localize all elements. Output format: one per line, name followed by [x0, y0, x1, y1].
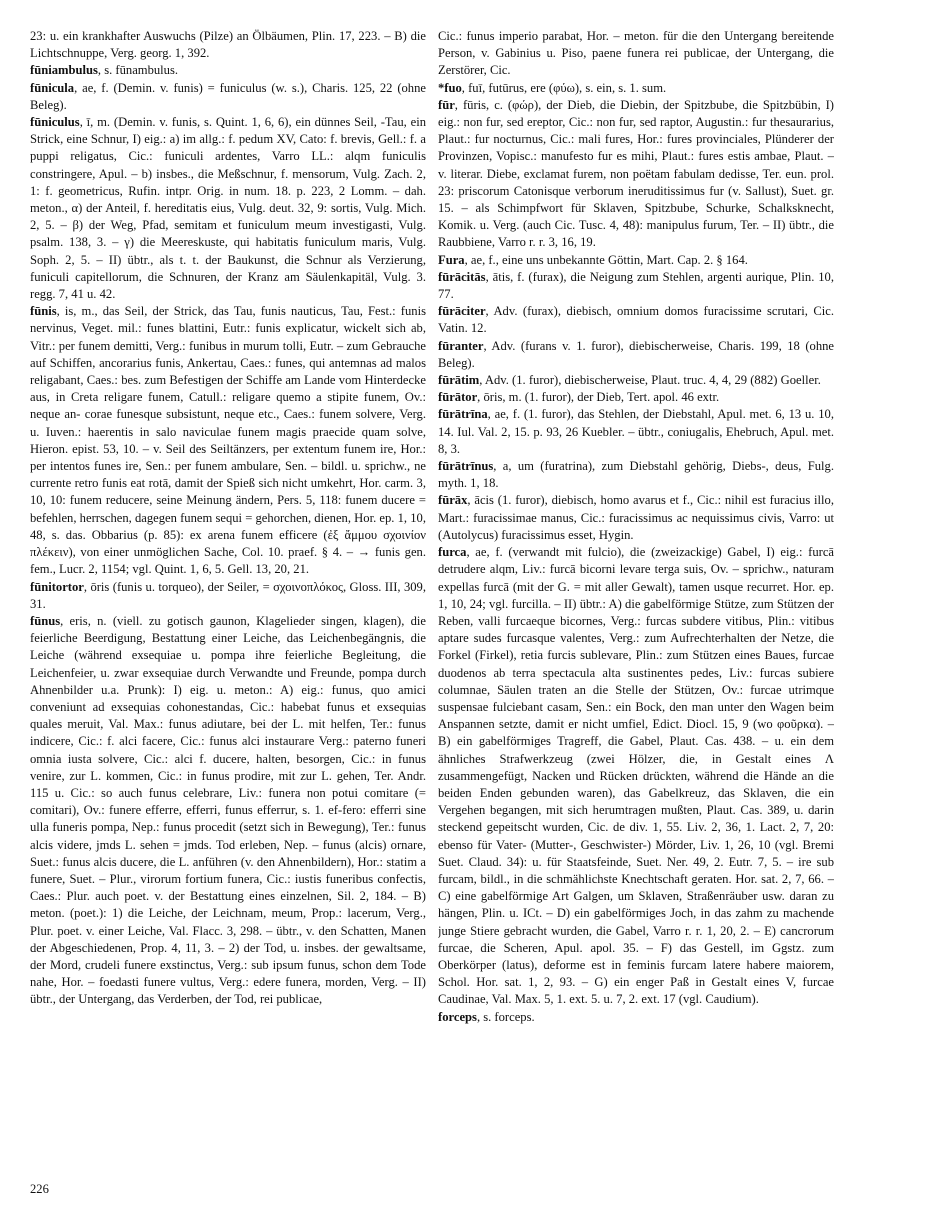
entry-text: , ācis (1. furor), diebisch, homo avarus et f., Cic.: nihil est furacius illo, Mart.: furacissimae manus, Cic.: furacissimus ac nequissimus civis, Varro: ut (Autolycus) furacissimus esset, Hygin. — [438, 493, 834, 542]
page-number: 226 — [30, 1182, 49, 1196]
entry-headword: fūnicula — [30, 80, 75, 95]
entry-headword: fūnis — [30, 304, 57, 319]
entry-headword: fūnitortor — [30, 579, 84, 594]
entry-text: , ōris (funis u. torqueo), der Seiler, = σχοινοπλόκος, Gloss. III, 309, 31. — [30, 579, 426, 611]
left-column — [30, 28, 426, 1198]
entry-text: , Adv. (furans v. 1. furor), diebischerweise, Charis. 199, 18 (ohne Beleg). — [438, 338, 834, 370]
dictionary-entry — [438, 492, 834, 544]
entry-headword: fūr — [438, 97, 455, 112]
entry-text: Cic.: funus imperio parabat, Hor. – meton. für die den Untergang bereitende Person, v. Gabinius u. Piso, paene funera rei publicae, der Untergang, die Zerstörer, Cic. — [438, 29, 834, 78]
dictionary-entry — [438, 80, 834, 97]
entry-text: , a, um (furatrina), zum Diebstahl gehörig, Diebs-, deus, Fulg. myth. 1, 18. — [438, 459, 834, 491]
dictionary-entry — [438, 269, 834, 303]
dictionary-entry — [30, 114, 426, 303]
dictionary-entry — [30, 613, 426, 1009]
entry-text: , Adv. (furax), diebisch, omnium domos furacissime scrutari, Cic. Vatin. 12. — [438, 304, 834, 336]
entry-text: , s. forceps. — [476, 1009, 535, 1024]
entry-text: , fūris, c. (φώρ), der Dieb, die Diebin, der Spitzbube, die Spitzbübin, I) eig.: non fur, sed ereptor, Cic.: non fur, sed raptor, Augustin.: fur thesaurarius, Plaut.: fur nocturnus, Cic.: mali fures, Hor.: fures provinciales, Plünderer der Provinzen, Vopisc.: manufesto fur es mihi, Plaut.: fures estis ambae, Plaut. – v. literar. Diebe, exclamat furem, non poëtam fabulam dedisse, Ter. eun. prol. 23: priscorum Catonisque verborum ineruditissimus fur (v. Sallust), Suet. gr. 15. – als Schimpfwort für Sklaven, Spitzbube, Schurke, Schalksknecht, Komik. u. Verg. (auch Cic. Tusc. 4, 48): manipulus furum, Ter. – II) übtr., die Raubbiene, Varro r. r. 3, 16, 19. — [438, 97, 834, 250]
entry-text: , ae, f., eine uns unbekannte Göttin, Mart. Cap. 2. § 164. — [464, 252, 748, 267]
entry-headword: *fuo — [438, 80, 462, 95]
entry-headword: fūrāciter — [438, 304, 486, 319]
dictionary-entry — [30, 579, 426, 613]
entry-headword: fūnus — [30, 613, 61, 628]
entry-text: , s. fūnambulus. — [97, 63, 179, 78]
dictionary-entry — [438, 458, 834, 492]
dictionary-entry — [30, 80, 426, 114]
dictionary-entry — [438, 338, 834, 372]
entry-text: , eris, n. (viell. zu gotisch gaunon, Klagelieder singen, klagen), die feierliche Beerdigung, Bestattung einer Leiche, das Leichenbegängnis, die Leiche (während exsequiae u. pompa ihre feierliche Begleitung, die Leichenfeier, u. zwar exsequiae durch Verwandte und Freunde, pompa durch Ahnenbilder u.a. Prunk): I) eig. u. meton.: A) eig.: funus, quo amici conveniunt ad exsequias cohonestandas, Cic.: habebat funus et exsequias quales meruit, Val. Max.: funus adiutare, bei der L. mit helfen, Ter.: funus indicere, Cic.: f. alci facere, Cic.: funus alci instaurare Verg.: paterno funeri omnia iusta solvere, Cic.: alci f. ducere, halten, besorgen, Cic.: in funus venire, zur L. kommen, Cic.: in funus prodire, mit zur L. gehen, Ter. Andr. 115 u. Cic.: so auch funus celebrare, Liv.: funera non potui comitare (= comitari), Ov.: funere efferre, efferri, funus efferrur, s. 1. ef-fero: efferri sine ulla funeris pompa, Nep.: funus procedit (setzt sich in Bewegung), Ter.: funus alcis videre, jmds L. sehen = jmds. Tod erleben, Nep. – funus (alcis) ornare, Suet.: funus alcis ducere, die L. anführen (v. den Ahnenbildern), Hor.: statim a funere, Suet. – Plur., virorum fortium funera, Cic.: iustis funeribus confectis, Caes.: Plur. auch poet. v. der Bestattung eines einzelnen, Sil. 2, 184. – B) meton. (poet.): 1) die Leiche, der Leichnam, meum, Prop.: lacerum, Verg., Plur. poet. v. einer Leiche, Val. Flacc. 3, 298. – übtr., v. den Schatten, Manen der Abgeschiedenen, Prop. 4, 11, 3. – 2) der Tod, u. insbes. der gewaltsame, der Mord, crudeli funere exstinctus, Verg.: sub ipsum funus, schon dem Tode nahe, Hor. – foedasti funere vultus, Verg.: edere funera, morden, Verg. – II) übtr., der Untergang, das Verderben, der Tod, rei publicae, — [30, 613, 426, 1007]
entry-headword: fūrātrīnus — [438, 459, 494, 474]
entry-headword: fūniculus — [30, 115, 80, 130]
entry-text: 23: u. ein krankhafter Auswuchs (Pilze) an Ölbäumen, Plin. 17, 223. – B) die Lichtschnuppe, Verg. georg. 1, 392. — [30, 29, 426, 61]
entry-headword: fūranter — [438, 338, 484, 353]
entry-text: , ōris, m. (1. furor), der Dieb, Tert. apol. 46 extr. — [477, 390, 720, 405]
entry-text: , fuī, futūrus, ere (φύω), s. ein, s. 1. sum. — [461, 80, 667, 95]
dictionary-entry — [438, 252, 834, 269]
dictionary-entry — [438, 97, 834, 252]
entry-headword: furca — [438, 545, 467, 560]
entry-headword: fūniambulus — [30, 63, 98, 78]
dictionary-entry — [30, 303, 426, 578]
entry-headword: forceps — [438, 1009, 477, 1024]
entry-text: , ae, f. (Demin. v. funis) = funiculus (w. s.), Charis. 125, 22 (ohne Beleg). — [30, 80, 426, 112]
entry-text: , ī, m. (Demin. v. funis, s. Quint. 1, 6, 6), ein dünnes Seil, -Tau, ein Strick, eine Schnur, I) eig.: a) im allg.: f. pedum XV, Cato: f. brevis, Gell.: f. a puppi religatus, Cic.: funiculi ardentes, Varro LL.: alqm funiculis constringere, Apul. – b) insbes., die Meßschnur, f. mensorum, Vulg. Zach. 2, 1: f. geometricus, Rufin. intpr. Orig. in num. 18. p. 223, 2 Lomm. – dah. meton., α) der Anteil, f. hereditatis eius, Vulg. deut. 32, 9: sortis, Vulg. Mich. 2, 5. – β) der Weg, Pfad, semitam et funiculum meum investigasti, Vulg. psalm. 138, 3. – γ) die Meereskuste, qui habitatis funiculum maris, Vulg. Soph. 2, 5. – II) übtr., als t. t. der Baukunst, die Schnur als Verzierung, funiculi capitellorum, die Schnuren, der Kranz am Säulenkapitäl, Vulg. 3. regg. 7, 41 u. 42. — [30, 115, 426, 302]
entry-headword: fūrācitās — [438, 269, 486, 284]
entry-headword: fūrātim — [438, 373, 480, 388]
entry-headword: fūrātrīna — [438, 407, 488, 422]
entry-headword: fūrāx — [438, 493, 468, 508]
dictionary-entry — [30, 28, 426, 62]
entry-text: , ātis, f. (furax), die Neigung zum Stehlen, argenti aurique, Plin. 10, 77. — [438, 269, 834, 302]
dictionary-entry — [438, 1009, 834, 1026]
dictionary-entry — [438, 389, 834, 406]
entry-text: , ae, f. (verwandt mit fulcio), die (zweizackige) Gabel, I) eig.: furcā detrudere alqm, Liv.: furcā bicorni levare terga suis, Ov. – sprichw., naturam expellas furcā (mit der G. = mit aller Gewalt), tamen usque recurret. Hor. ep. 1, 10, 24; vgl. furcilla. – II) übtr.: A) die gabelförmige Stütze, zum Stützen der Reben, valli furcaeque bicornes, Verg.: furcas subdere vitibus, Plin.: vitibus aptare sudes furcasque valentes, Verg.: zum Aufrechterhalten der Netze, die Forkel (Firkel), retia furcis sublevare, Plin.: zum Stützen eines Baues, furcae duodenos ab terra spectacula alta sustinentes pedes, Liv.: furcas subiere columnae, Säulen traten an die Stelle der Stützen, Ov.: furcae utrimque suspensae fulciebant casam, Sen.: ein Bock, den man unter den Wagen beim Anspannen setzte, damit er nicht umfiel, Edict. Diocl. 15, 9 (wo φοῦρκα). – B) ein gabelförmiges Tragreff, die Gabel, Plaut. Cas. 438. – u. ein dem ähnliches Strafwerkzeug (zwei Hölzer, die, in Gestalt eines Λ zusammengefügt, Nacken und Rücken drückten, während die Hände an die beiden Enden gebunden waren), das Gabelkreuz, das Sklaven, die ein Vergehen begangen, mit sich herumtragen mußten, Plaut. Cas. 389, u. darin steckend gepeitscht wurden, Cic. de div. 1, 55. Liv. 2, 36, 1. Lact. 2, 7, 20: ebenso für Vater- (Mutter-, Geschwister-) Mörder, Liv. 1, 26, 10 (vgl. Bremi Suet. Claud. 34): u. für Staatsfeinde, Suet. Ner. 49, 2. Eutr. 7, 5. – ire sub furcam, bildl., in die schmählichste Knechtschaft geraten. Hor. sat. 2, 7, 66. – C) eine gabelförmige Art Galgen, um Sklaven, Straßenräuber usw. daran zu hängen, Plin. u. ICt. – D) ein gabelförmiges Joch, in das zahm zu machende junge Stiere gebracht wurden, die Gabel, Varro r. r. 1, 20, 2. – E) cancrorum furcae, die Scheren, Apul. apol. 35. – F) das Gestell, im Ggstz. zum Oberkörper (latus), deforme est in feminis furcam latere habere maiorem, Schol. Hor. sat. 1, 2, 93. – G) ein enger Paß in Gestalt eines V, furcae Caudinae, Val. Max. 5, 1. ext. 5. u. 7, 2. ext. 17 (vgl. Caudium). — [438, 545, 834, 1007]
dictionary-entry — [438, 28, 834, 80]
dictionary-entry — [438, 544, 834, 1008]
entry-headword: Fura — [438, 252, 465, 267]
entry-text: , ae, f. (1. furor), das Stehlen, der Diebstahl, Apul. met. 6, 13 u. 10, 14. Iul. Val. 2, 15. p. 93, 26 Kuebler. – übtr., coniugalis, Ehebruch, Apul. met. 8, 3. — [438, 407, 834, 456]
dictionary-entry — [438, 303, 834, 337]
dictionary-entry — [30, 62, 426, 79]
right-column — [438, 28, 834, 1188]
entry-headword: fūrātor — [438, 390, 478, 405]
dictionary-entry — [438, 406, 834, 458]
dictionary-entry — [438, 372, 834, 389]
entry-text: , Adv. (1. furor), diebischerweise, Plaut. truc. 4, 4, 29 (882) Goeller. — [479, 373, 821, 388]
entry-text: , is, m., das Seil, der Strick, das Tau, funis nauticus, Tau, Fest.: funis nervinus, Veget. mil.: funes blattini, Eutr.: funis explicatur, wickelt sich ab, Vitr.: per funem demitti, Verg.: funibus in murum tolli, Eutr. – zum Gebrauche auf Schiffen, ancorarius funis, Ankertau, Caes.: funes, qui antemnas ad malos religabant, Caes.: bes. zum Befestigen der Schiffe am Lande vom Hinterdecke aus, in Creta religare funem, Catull.: religare quemo a stipite funem, Ov.: neque an- corae funesque subsistunt, neque etc., Caes.: funem solvere, Verg. u. Iuven.: haerentis in salo naviculae funem magis praecide quam solve, Hieron. epist. 53, 10. – v. Seil des Seiltänzers, per extentum funem ire, Hor.: per intentos funes ire, Sen.: per funem ambulare, Sen. – bildl. u. sprichw., ne currente retro funis eat rotā, damit der Spieß sich nicht umkehrt, Hor. carm. 3, 10, 10: funem reducere, seine Meinung ändern, Pers. 5, 118: funem ducere = befehlen, herrschen, dagegen funem sequi = gehorchen, dienen, Hor. ep. 1, 10, 48, s. das. Obbarius (p. 85): ex arena funem efficere (ἐξ ἄμμου σχοινίον πλέκειν), von einer unmöglichen Sache, Col. 10. praef. § 4. – → funis gen. fem., Lucr. 2, 1154; vgl. Quint. 1, 6, 5. Gell. 13, 20, 21. — [30, 304, 426, 577]
